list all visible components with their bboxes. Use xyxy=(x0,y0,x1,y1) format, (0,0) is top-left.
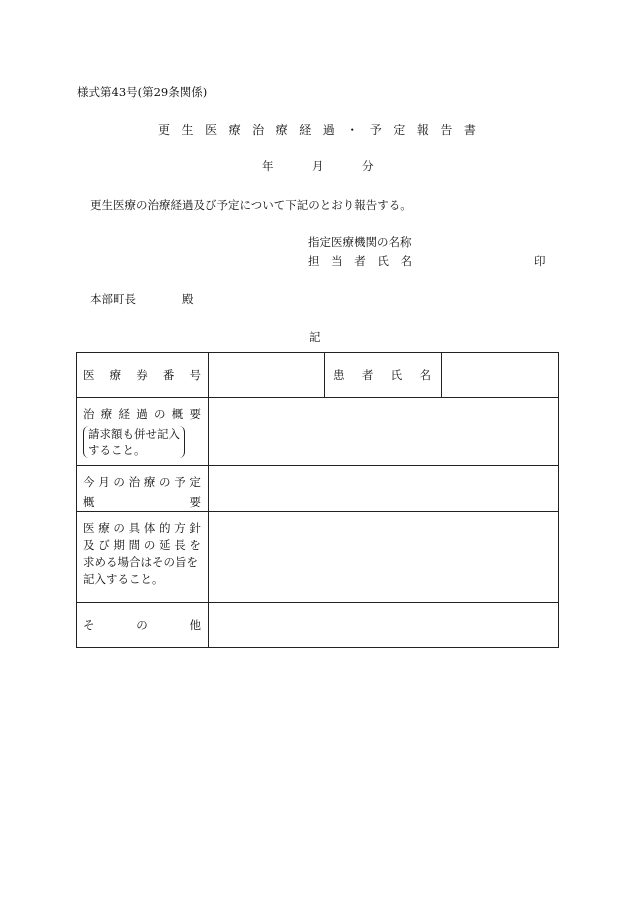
title-char: 予 xyxy=(369,123,382,137)
title-char: 生 xyxy=(181,123,194,137)
ki-label: 記 xyxy=(309,330,321,344)
title-char: 過 xyxy=(322,123,335,137)
report-table xyxy=(76,352,559,648)
date-month-label: 月 xyxy=(312,159,324,173)
certificate-number-label: 医 療 券 番 号 xyxy=(77,353,209,398)
title-char: 告 xyxy=(440,123,453,137)
title-char: 書 xyxy=(463,123,476,137)
title-char: 更 xyxy=(158,123,171,137)
recipient-name: 本部町長 xyxy=(90,292,136,306)
certificate-number-field[interactable] xyxy=(209,353,325,398)
person-label-char: 者 xyxy=(354,254,366,268)
person-label-char: 当 xyxy=(331,254,343,268)
title-char: 報 xyxy=(416,123,429,137)
institution-label: 指定医療機関の名称 xyxy=(308,235,412,249)
treatment-note-line: すること。 xyxy=(88,443,146,457)
recipient-honorific: 殿 xyxy=(182,292,194,306)
seal-mark: 印 xyxy=(534,254,546,268)
person-label-char: 氏 xyxy=(377,254,389,268)
title-char: 治 xyxy=(252,123,265,137)
title-char: ・ xyxy=(346,123,359,137)
title-char: 経 xyxy=(299,123,312,137)
table-row xyxy=(77,466,559,512)
patient-name-field[interactable] xyxy=(442,353,559,398)
treatment-summary-label: 治 療 経 過 の 概 要 請求額も併せ記入 すること。 xyxy=(77,398,209,466)
treatment-policy-label: 医 療 の 具 体 的 方 針 及 び 期 間 の 延 長 を 求める場合はその旨を 記入すること。 xyxy=(77,512,209,603)
person-row xyxy=(308,253,548,269)
title-char: 医 xyxy=(205,123,218,137)
table-row xyxy=(77,512,559,603)
form-title xyxy=(158,121,476,138)
treatment-policy-field[interactable] xyxy=(209,512,559,603)
treatment-summary-field[interactable] xyxy=(209,398,559,466)
table-row xyxy=(77,398,559,466)
table-row xyxy=(77,603,559,648)
policy-line: 記入すること。 xyxy=(83,572,164,586)
other-field[interactable] xyxy=(209,603,559,648)
treatment-plan-label: 今 月 の 治 療 の 予 定 概 要 xyxy=(77,466,209,512)
recipient xyxy=(90,291,194,307)
intro-text: 更生医療の治療経過及び予定について下記のとおり報告する。 xyxy=(90,198,412,212)
other-label: そ の 他 xyxy=(77,603,209,648)
title-char: 療 xyxy=(275,123,288,137)
patient-name-label: 患 者 氏 名 xyxy=(325,353,442,398)
person-label-char: 名 xyxy=(400,254,412,268)
treatment-note-line: 請求額も併せ記入 xyxy=(88,427,180,441)
title-char: 定 xyxy=(393,123,406,137)
date-year-label: 年 xyxy=(262,159,274,173)
date-portion-label: 分 xyxy=(362,159,374,173)
form-number: 様式第43号(第29条関係) xyxy=(77,85,208,99)
person-label-char: 担 xyxy=(308,254,320,268)
treatment-plan-field[interactable] xyxy=(209,466,559,512)
person-label xyxy=(308,253,412,269)
title-char: 療 xyxy=(228,123,241,137)
table-row xyxy=(77,353,559,398)
treatment-note xyxy=(83,426,185,458)
policy-line: 求める場合はその旨を xyxy=(83,555,198,569)
